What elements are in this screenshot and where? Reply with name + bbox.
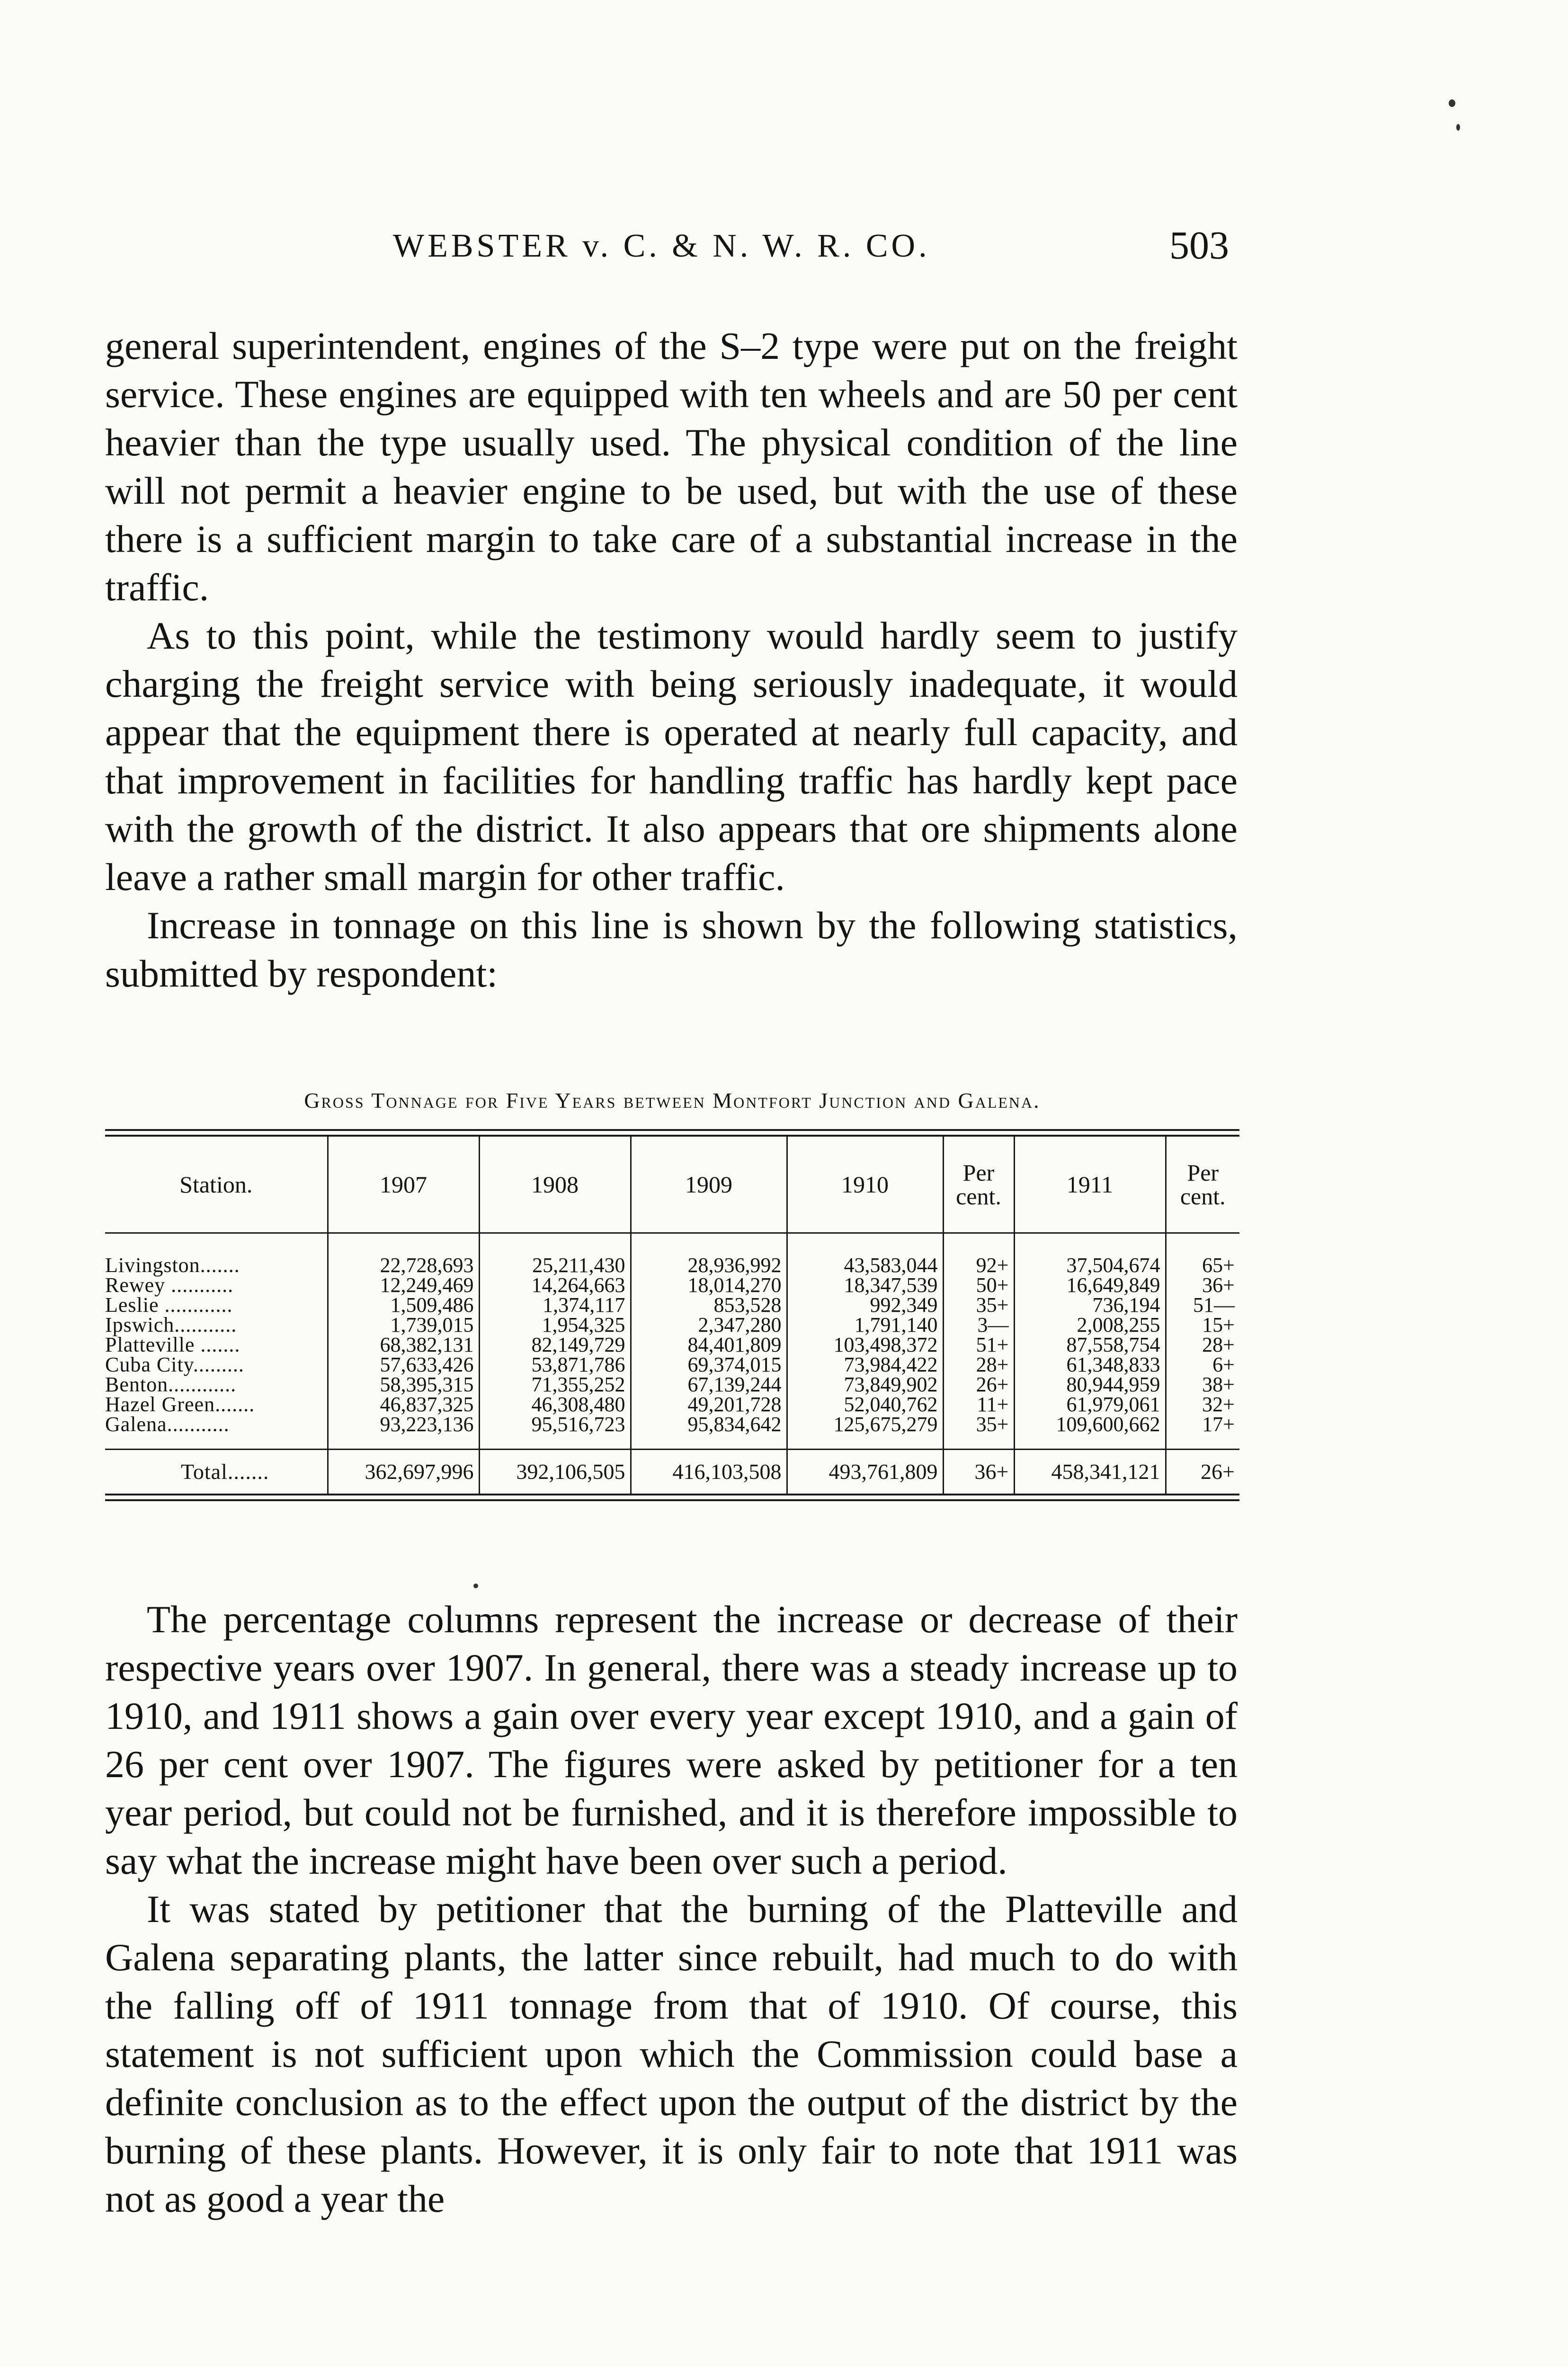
total-cell: 36+ xyxy=(943,1450,1014,1494)
table-cell: 1,791,140 xyxy=(787,1315,943,1335)
table-total-row xyxy=(105,1450,1239,1494)
table-cell: 38+ xyxy=(1166,1375,1239,1395)
table-cell: 46,308,480 xyxy=(479,1395,631,1415)
header-1910: 1910 xyxy=(787,1137,943,1233)
table-row xyxy=(105,1295,1239,1315)
table-cell: 35+ xyxy=(943,1415,1014,1434)
table-cell: 46,837,325 xyxy=(328,1395,479,1415)
station-name: Benton............ xyxy=(105,1373,237,1396)
table-cell: 25,211,430 xyxy=(479,1255,631,1275)
table-bottom-rule xyxy=(105,1494,1239,1501)
table-total xyxy=(105,1434,1239,1494)
table-cell: 87,558,754 xyxy=(1014,1335,1166,1355)
table-cell: 109,600,662 xyxy=(1014,1415,1166,1434)
table-cell: 17+ xyxy=(1166,1415,1239,1434)
header-per-cent-1910: Per cent. xyxy=(943,1137,1014,1233)
station-name: Platteville ....... xyxy=(105,1333,241,1356)
table-header-row xyxy=(105,1137,1239,1233)
table-cell: 68,382,131 xyxy=(328,1335,479,1355)
table-cell: 853,528 xyxy=(631,1295,787,1315)
table-cell: 82,149,729 xyxy=(479,1335,631,1355)
table-cell: 57,633,426 xyxy=(328,1355,479,1375)
table-row xyxy=(105,1335,1239,1355)
station-name: Galena........... xyxy=(105,1413,230,1436)
table-cell: 3— xyxy=(943,1315,1014,1335)
total-cell: 392,106,505 xyxy=(479,1450,631,1494)
header-per-cent-1911: Per cent. xyxy=(1166,1137,1239,1233)
header-1909: 1909 xyxy=(631,1137,787,1233)
table-cell: 35+ xyxy=(943,1295,1014,1315)
table-cell: 26+ xyxy=(943,1375,1014,1395)
table-cell: 58,395,315 xyxy=(328,1375,479,1395)
table-cell: 50+ xyxy=(943,1275,1014,1295)
table-cell: 61,348,833 xyxy=(1014,1355,1166,1375)
paragraph: general superintendent, engines of the S–2 type were put on the freight service. These engines are equipped with ten wheels and are 50 per cent heavier than the type usually used. The physical condition of the line will not permit a heavier engine to be used, but with the use of these there is a sufficient margin to take care of a substantial increase in the traffic. xyxy=(105,324,1238,609)
table-cell: 32+ xyxy=(1166,1395,1239,1415)
table-cell: 14,264,663 xyxy=(479,1275,631,1295)
table-cell: 61,979,061 xyxy=(1014,1395,1166,1415)
running-head xyxy=(109,222,1241,275)
table-cell: 37,504,674 xyxy=(1014,1255,1166,1275)
table-cell: 95,516,723 xyxy=(479,1415,631,1434)
table-caption: Gross Tonnage for Five Years between Montfort Junction and Galena. xyxy=(304,1088,1041,1112)
header-station: Station. xyxy=(105,1137,328,1233)
paragraph: Increase in tonnage on this line is shown by the following statistics, submitted by respondent: xyxy=(105,904,1238,995)
station-name: Cuba City......... xyxy=(105,1353,244,1376)
paragraph: The percentage columns represent the increase or decrease of their respective years over 1907. In general, there was a steady increase up to 1910, and 1911 shows a gain over every year except 1910, and a gain of 26 per cent over 1907. The figures were asked by petitioner for a ten year period, but could not be furnished, and it is therefore impossible to say what the increase might have been over such a period. xyxy=(105,1598,1238,1882)
header-1907: 1907 xyxy=(328,1137,479,1233)
total-label: Total....... xyxy=(105,1450,328,1494)
body-text-bottom xyxy=(105,1595,1238,2223)
total-cell: 493,761,809 xyxy=(787,1450,943,1494)
station-name: Livingston....... xyxy=(105,1254,240,1277)
table-cell: 67,139,244 xyxy=(631,1375,787,1395)
total-cell: 416,103,508 xyxy=(631,1450,787,1494)
header-1911: 1911 xyxy=(1014,1137,1166,1233)
table-cell: 103,498,372 xyxy=(787,1335,943,1355)
table-cell: 49,201,728 xyxy=(631,1395,787,1415)
table-cell: 84,401,809 xyxy=(631,1335,787,1355)
table-cell: 65+ xyxy=(1166,1255,1239,1275)
station-name: Hazel Green....... xyxy=(105,1393,255,1416)
table-cell: 18,014,270 xyxy=(631,1275,787,1295)
body-text-top xyxy=(105,322,1238,998)
table-row xyxy=(105,1275,1239,1295)
total-cell: 26+ xyxy=(1166,1450,1239,1494)
table-row xyxy=(105,1395,1239,1415)
table-cell: 95,834,642 xyxy=(631,1415,787,1434)
table-cell: 93,223,136 xyxy=(328,1415,479,1434)
table-cell: 1,954,325 xyxy=(479,1315,631,1335)
table-row xyxy=(105,1315,1239,1335)
table-cell: 1,374,117 xyxy=(479,1295,631,1315)
tonnage-table xyxy=(105,1137,1239,1494)
table-cell: 1,509,486 xyxy=(328,1295,479,1315)
table-cell: 1,739,015 xyxy=(328,1315,479,1335)
tonnage-table-wrap xyxy=(105,1129,1239,1501)
table-cell: 11+ xyxy=(943,1395,1014,1415)
table-cell: 12,249,469 xyxy=(328,1275,479,1295)
table-cell: 69,374,015 xyxy=(631,1355,787,1375)
table-cell: 71,355,252 xyxy=(479,1375,631,1395)
station-name: Leslie ............ xyxy=(105,1293,233,1317)
table-cell: 28+ xyxy=(943,1355,1014,1375)
running-head-title: WEBSTER v. C. & N. W. R. CO. xyxy=(393,228,930,264)
total-cell: 362,697,996 xyxy=(328,1450,479,1494)
table-cell: 51— xyxy=(1166,1295,1239,1315)
table-cell: 992,349 xyxy=(787,1295,943,1315)
paragraph: It was stated by petitioner that the burning of the Platteville and Galena separating plants, the latter since rebuilt, had much to do with the falling off of 1911 tonnage from that of 1910. Of course, this statement is not sufficient upon which the Commission could base a definite conclusion as to the effect upon the output of the district by the burning of these plants. However, it is only fair to note that 1911 was not as good a year the xyxy=(105,1887,1238,2220)
paragraph: As to this point, while the testimony would hardly seem to justify charging the freight service with being seriously inadequate, it would appear that the equipment there is operated at nearly full capacity, and that improvement in facilities for handling traffic has hardly kept pace with the growth of the district. It also appears that ore shipments alone leave a rather small margin for other traffic. xyxy=(105,614,1238,899)
table-row xyxy=(105,1415,1239,1434)
table-cell: 73,849,902 xyxy=(787,1375,943,1395)
table-cell: 51+ xyxy=(943,1335,1014,1355)
table-cell: 52,040,762 xyxy=(787,1395,943,1415)
table-cell: 73,984,422 xyxy=(787,1355,943,1375)
station-name: Rewey ........... xyxy=(105,1273,234,1297)
ink-speck xyxy=(1449,99,1455,107)
table-cell: 2,347,280 xyxy=(631,1315,787,1335)
table-row xyxy=(105,1355,1239,1375)
table-cell: 16,649,849 xyxy=(1014,1275,1166,1295)
table-top-rule xyxy=(105,1129,1239,1137)
table-cell: 125,675,279 xyxy=(787,1415,943,1434)
table-cell: 43,583,044 xyxy=(787,1255,943,1275)
table-cell: 22,728,693 xyxy=(328,1255,479,1275)
table-cell: 18,347,539 xyxy=(787,1275,943,1295)
table-cell: 6+ xyxy=(1166,1355,1239,1375)
table-cell: 53,871,786 xyxy=(479,1355,631,1375)
table-cell: 92+ xyxy=(943,1255,1014,1275)
table-cell: 15+ xyxy=(1166,1315,1239,1335)
total-cell: 458,341,121 xyxy=(1014,1450,1166,1494)
ink-speck xyxy=(1456,124,1460,131)
station-name: Ipswich........... xyxy=(105,1313,237,1336)
table-cell: 80,944,959 xyxy=(1014,1375,1166,1395)
header-1908: 1908 xyxy=(479,1137,631,1233)
page-number: 503 xyxy=(1169,223,1229,267)
table-row xyxy=(105,1375,1239,1395)
table-cell: 736,194 xyxy=(1014,1295,1166,1315)
ink-speck xyxy=(473,1584,478,1588)
table-row xyxy=(105,1255,1239,1275)
table-cell: 28,936,992 xyxy=(631,1255,787,1275)
table-cell: 36+ xyxy=(1166,1275,1239,1295)
table-cell: 28+ xyxy=(1166,1335,1239,1355)
table-cell: 2,008,255 xyxy=(1014,1315,1166,1335)
table-body xyxy=(105,1233,1239,1435)
